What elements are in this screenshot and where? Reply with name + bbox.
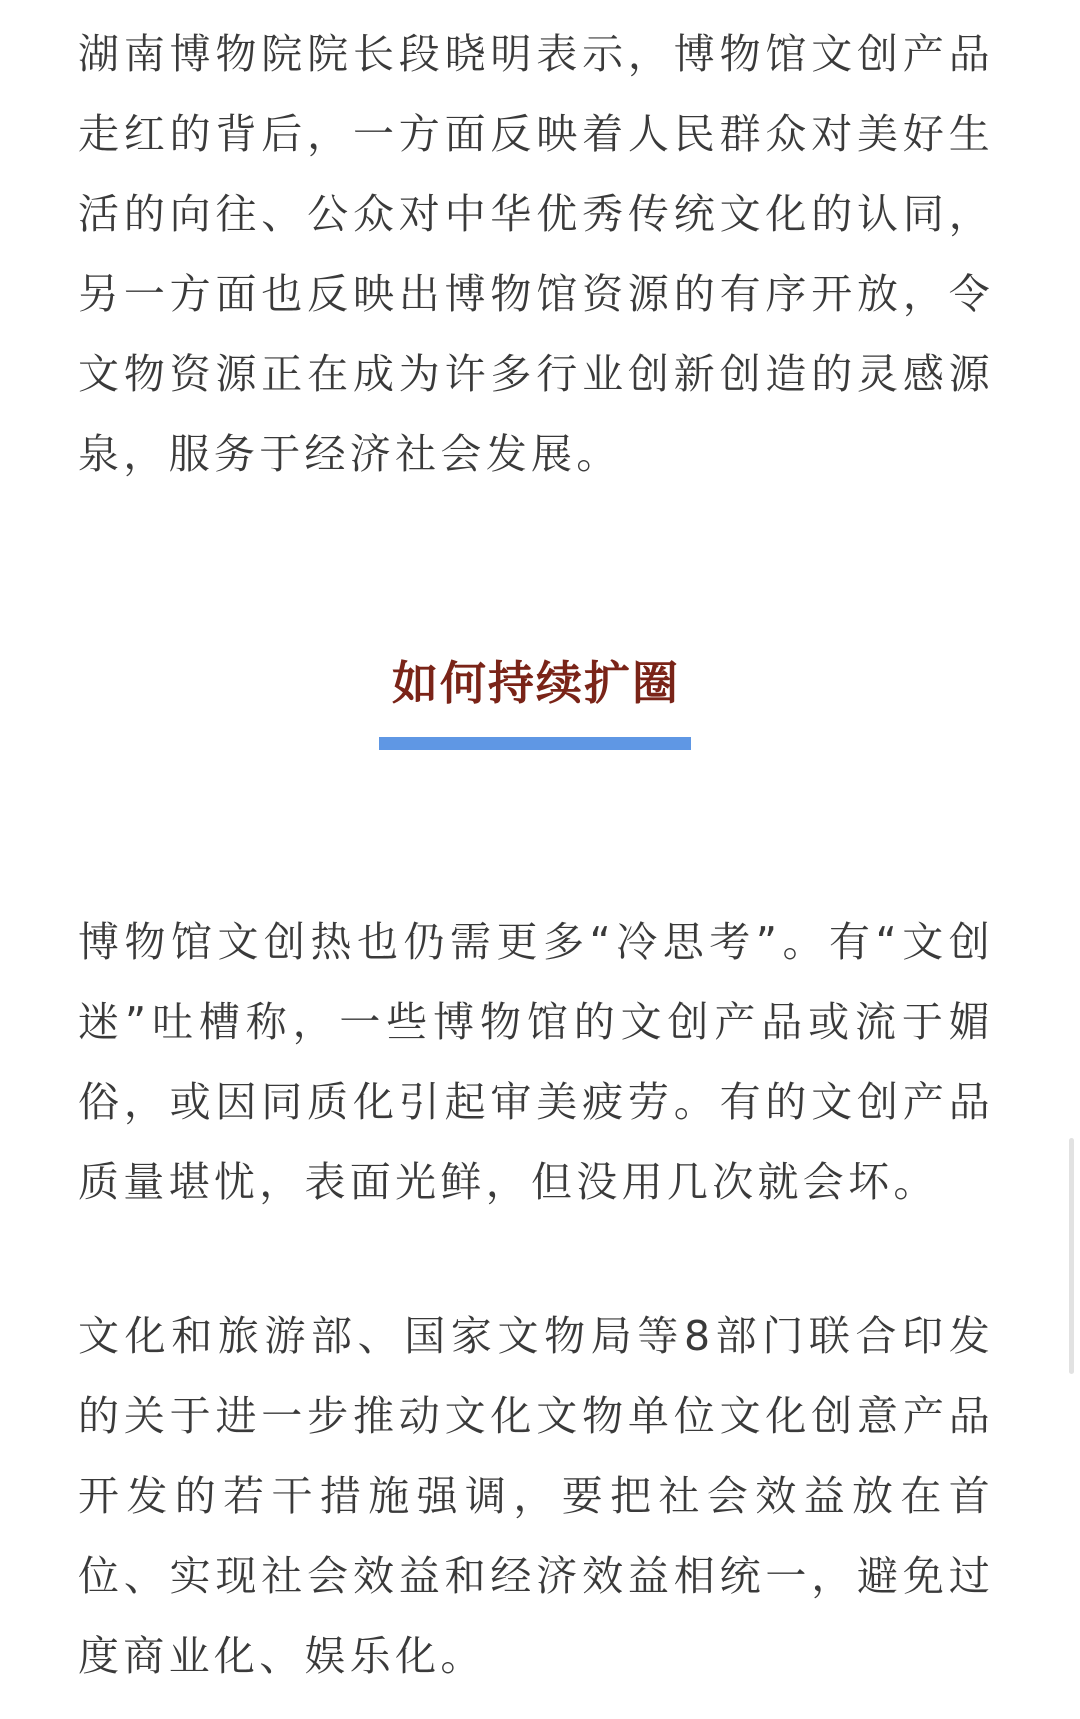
section-heading-underline bbox=[379, 737, 691, 750]
article-paragraph-3: 文化和旅游部、国家文物局等8部门联合印发的关于进一步推动文化文物单位文化创意产品开发的若干措施强调，要把社会效益放在首位、实现社会效益和经济效益相统一，避免过度商业化、娱乐化。 bbox=[78, 1312, 994, 1680]
article-paragraph-2: 博物馆文创热也仍需更多“冷思考”。有“文创迷”吐槽称，一些博物馆的文创产品或流于媚俗，或因同质化引起审美疲劳。有的文创产品质量堪忧，表面光鲜，但没用几次就会坏。 bbox=[78, 918, 994, 1206]
section-heading: 如何持续扩圈 bbox=[392, 656, 680, 710]
scrollbar[interactable] bbox=[1069, 1138, 1074, 1374]
article-paragraph-1: 湖南博物院院长段晓明表示，博物馆文创产品走红的背后，一方面反映着人民群众对美好生活的向往、公众对中华优秀传统文化的认同，另一方面也反映出博物馆资源的有序开放，令文物资源正在成为许多行业创新创造的灵感源泉，服务于经济社会发展。 bbox=[78, 30, 994, 478]
